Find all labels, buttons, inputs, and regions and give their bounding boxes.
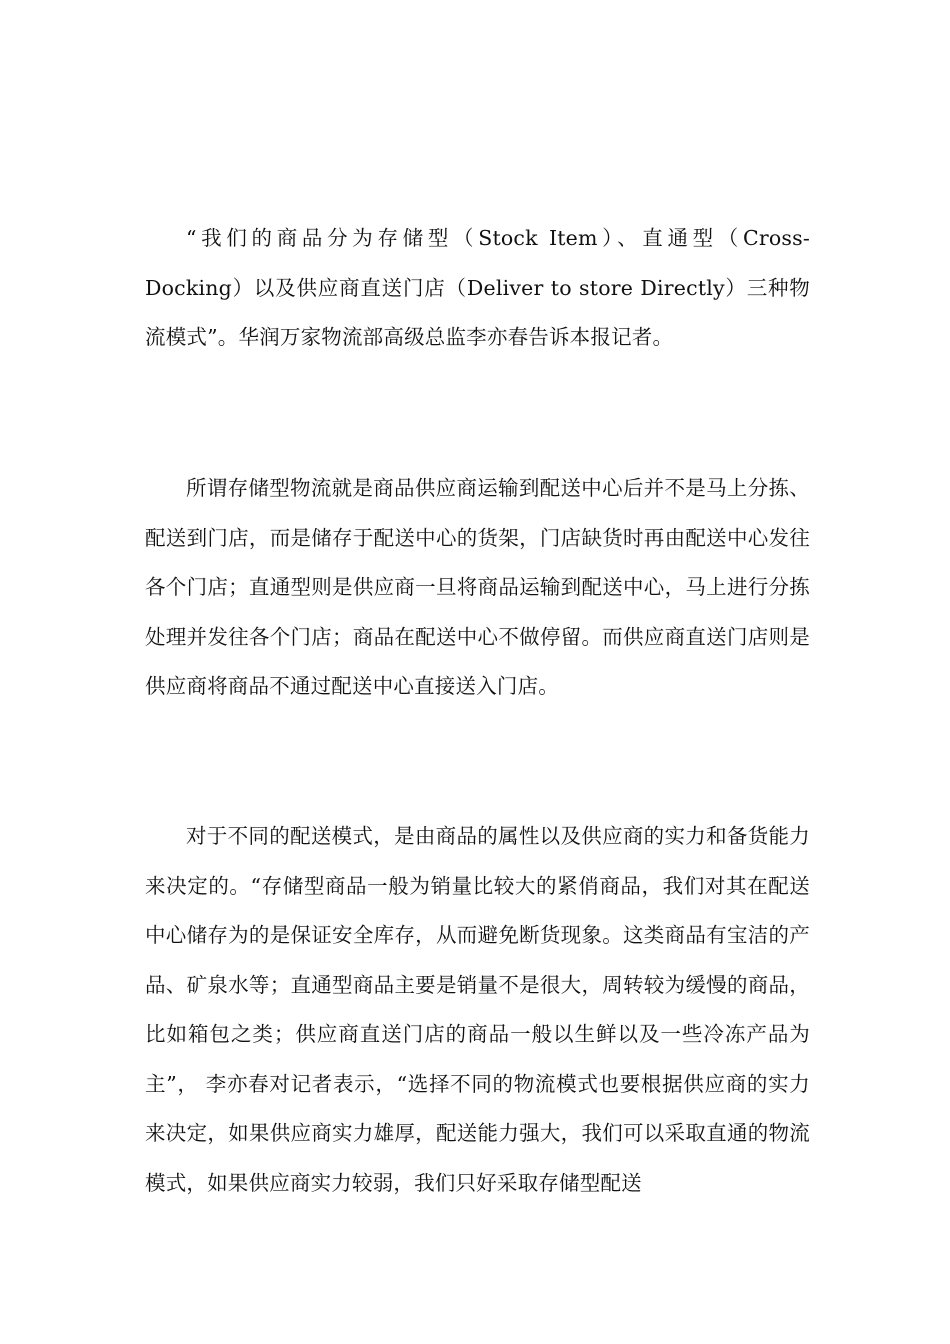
paragraph-delivery-mode-selection: 对于不同的配送模式，是由商品的属性以及供应商的实力和备货能力来决定的。“存储型商品一般为销量比较大的紧俏商品，我们对其在配送中心储存为的是保证安全库存，从而避免断货现象。这类商品有宝洁的产品、矿泉水等；直通型商品主要是销量不是很大，周转较为缓慢的商品，比如箱包之类；供应商直送门店的商品一般以生鲜以及一些冷冻产品为主”， 李亦春对记者表示，“选择不同的物流模式也要根据供应商的实力来决定，如果供应商实力雄厚，配送能力强大，我们可以采取直通的物流模式，如果供应商实力较弱，我们只好采取存储型配送 bbox=[145, 824, 810, 1195]
paragraph-logistics-modes-intro: “我们的商品分为存储型（Stock Item）、直通型（Cross-Docking）以及供应商直送门店（Deliver to store Directly）三种物流模式”。华润万家物流部高级总监李亦春告诉本报记者。 bbox=[145, 226, 810, 349]
paragraph-logistics-modes-definition: 所谓存储型物流就是商品供应商运输到配送中心后并不是马上分拣、配送到门店，而是储存于配送中心的货架，门店缺货时再由配送中心发往各个门店；直通型则是供应商一旦将商品运输到配送中心，马上进行分拣处理并发往各个门店；商品在配送中心不做停留。而供应商直送门店则是供应商将商品不通过配送中心直接送入门店。 bbox=[145, 476, 810, 698]
